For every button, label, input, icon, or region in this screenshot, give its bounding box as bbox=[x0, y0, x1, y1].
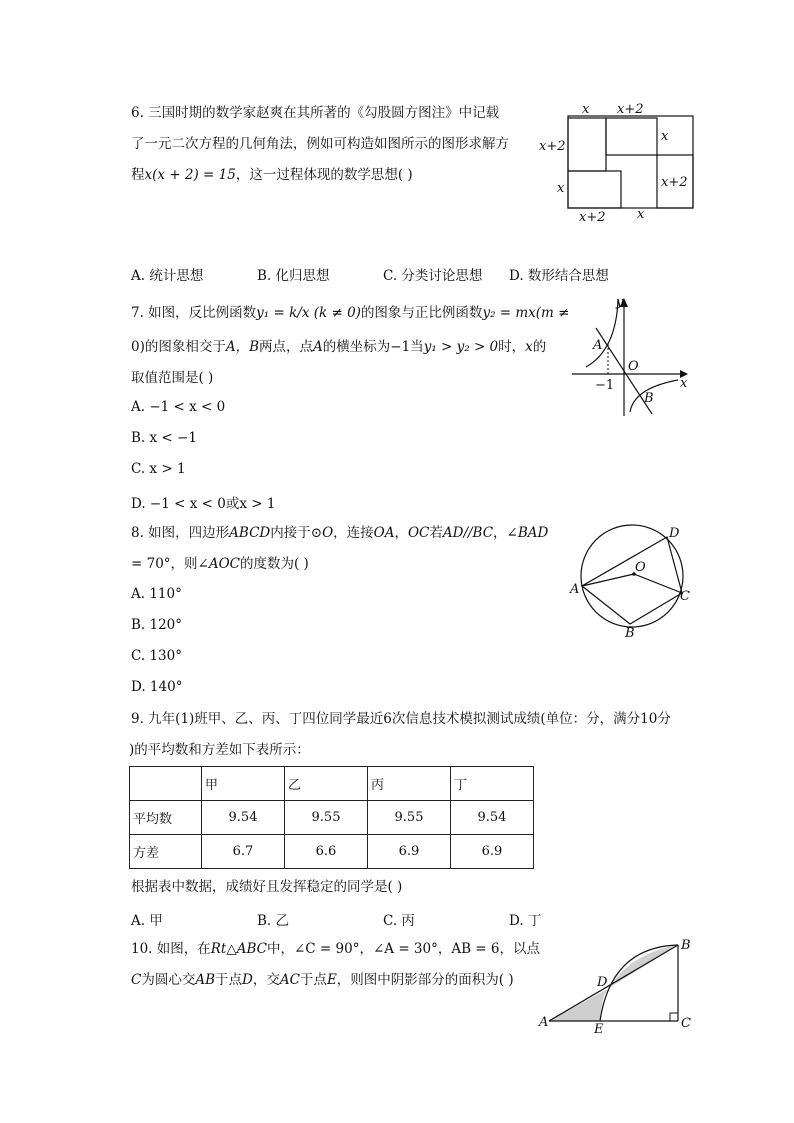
q10-line2-b: 为圆心交 bbox=[141, 972, 196, 988]
table-row bbox=[130, 835, 534, 869]
table-cell: 6.9 bbox=[451, 835, 534, 869]
q10-line2 bbox=[131, 971, 514, 989]
table-header-yi: 乙 bbox=[285, 767, 368, 801]
q6-label-right-x2: x+2 bbox=[661, 175, 688, 190]
table-cell: 9.54 bbox=[451, 801, 534, 835]
q8-option-a: A. 110° bbox=[131, 586, 182, 602]
q10-line2-text-f: ，则图中阴影部分的面积为( ) bbox=[336, 972, 514, 988]
q10-label-a: A bbox=[539, 1015, 549, 1030]
q9-option-b: B. 乙 bbox=[257, 913, 290, 929]
q7-line2-e: 时， bbox=[498, 339, 526, 355]
q7-line2 bbox=[131, 338, 546, 356]
q6-line3-suffix: ，这一过程体现的数学思想( ) bbox=[235, 167, 413, 183]
q8-figure bbox=[568, 520, 698, 644]
q9-line2: )的平均数和方差如下表所示： bbox=[129, 742, 310, 758]
table-row bbox=[130, 801, 534, 835]
q9-option-a: A. 甲 bbox=[131, 913, 163, 929]
q6-option-a: A. 统计思想 bbox=[131, 268, 204, 284]
q8-oc: OC bbox=[407, 525, 430, 541]
q6-option-d: D. 数形结合思想 bbox=[509, 268, 609, 284]
q7-label-x: x bbox=[680, 376, 688, 391]
q8-label-d: D bbox=[669, 526, 680, 541]
q7-line1-a: 7. 如图，反比例函数 bbox=[131, 305, 257, 321]
q8-label-a: A bbox=[570, 582, 580, 597]
q6-label-top-x2: x+2 bbox=[617, 102, 644, 117]
q8-abcd: ABCD bbox=[229, 525, 271, 541]
q7-label-y: y bbox=[616, 295, 624, 310]
q7-line2-c: 两点，点 bbox=[259, 339, 314, 355]
q8-label-c: C bbox=[680, 589, 690, 604]
q7-line2-x: x bbox=[525, 339, 533, 355]
q10-label-e: E bbox=[594, 1022, 604, 1035]
q7-line3: 取值范围是( ) bbox=[131, 370, 214, 386]
q7-line2-inequality: y₁ > y₂ > 0 bbox=[423, 339, 499, 355]
table-cell: 6.6 bbox=[285, 835, 368, 869]
q6-line2: 了一元二次方程的几何角法，例如可构造如图所示的图形求解方 bbox=[131, 136, 509, 152]
q9-line3: 根据表中数据，成绩好且发挥稳定的同学是( ) bbox=[131, 879, 403, 895]
q7-figure bbox=[568, 292, 698, 420]
q8-option-d: D. 140° bbox=[131, 679, 183, 695]
q8-oa: OA bbox=[373, 525, 395, 541]
q10-line2-text-e: 于点 bbox=[299, 972, 327, 988]
q10-line2-ac: AC bbox=[279, 972, 300, 988]
q10-line1-b: 中，∠C = 90°，∠A = 30°，AB = 6，以点 bbox=[267, 941, 540, 957]
table-header-bing: 丙 bbox=[368, 767, 451, 801]
q10-label-c: C bbox=[681, 1016, 691, 1031]
table-cell: 9.55 bbox=[285, 801, 368, 835]
q7-line1 bbox=[131, 304, 569, 322]
q7-option-d: D. −1 < x < 0或x > 1 bbox=[131, 496, 276, 512]
q9-table bbox=[129, 766, 534, 869]
q6-line3 bbox=[131, 166, 413, 184]
q8-line2-b: 的度数为( ) bbox=[240, 556, 309, 572]
q9-option-d: D. 丁 bbox=[509, 913, 542, 929]
q10-line2-text-c: 于点 bbox=[215, 972, 243, 988]
q10-line1 bbox=[131, 940, 540, 958]
q7-option-c: C. x > 1 bbox=[131, 461, 186, 477]
table-header-ding: 丁 bbox=[451, 767, 534, 801]
q10-line2-text-d: ，交 bbox=[252, 972, 280, 988]
q10-line2-c: C bbox=[131, 972, 142, 988]
q8-line1-e: 若 bbox=[429, 525, 443, 541]
q7-y2-formula: y₂ = mx(m ≠ bbox=[482, 305, 570, 321]
q7-line2-point-a: A bbox=[313, 339, 323, 355]
q8-line2 bbox=[131, 555, 309, 573]
q7-label-o: O bbox=[628, 359, 639, 374]
q7-label-a: A bbox=[593, 338, 603, 353]
table-cell: 9.55 bbox=[368, 801, 451, 835]
q6-line3-prefix: 程 bbox=[131, 167, 145, 183]
q8-aoc: AOC bbox=[208, 556, 240, 572]
q6-label-right-x: x bbox=[661, 129, 669, 144]
q6-option-b: B. 化归思想 bbox=[257, 268, 330, 284]
q8-line1-b: 内接于⊙ bbox=[270, 525, 323, 541]
q6-label-bottom-x: x bbox=[637, 207, 645, 222]
q9-option-c: C. 丙 bbox=[383, 913, 415, 929]
q8-option-c: C. 130° bbox=[131, 648, 182, 664]
q8-label-o: O bbox=[635, 560, 646, 575]
q8-bad: BAD bbox=[517, 525, 549, 541]
q7-line2-d: 的横坐标为−1当 bbox=[322, 339, 424, 355]
q6-equation: x(x + 2) = 15 bbox=[144, 167, 236, 183]
q10-triangle: Rt△ABC bbox=[210, 941, 267, 957]
q9-line1: 9. 九年(1)班甲、乙、丙、丁四位同学最近6次信息技术模拟测试成绩(单位：分，满分10分 bbox=[131, 711, 671, 727]
q7-label-b: B bbox=[644, 391, 654, 406]
q10-label-d: D bbox=[597, 975, 608, 990]
q7-line1-b: 的图象与正比例函数 bbox=[360, 305, 483, 321]
table-row bbox=[130, 767, 534, 801]
q7-label-neg1: −1 bbox=[595, 378, 615, 393]
table-cell: 6.7 bbox=[202, 835, 285, 869]
table-row-label: 平均数 bbox=[130, 801, 202, 835]
q10-line2-d: D bbox=[242, 972, 253, 988]
q10-figure bbox=[535, 935, 695, 1035]
q7-line2-a: 0) bbox=[131, 339, 145, 355]
q8-line2-a: = 70°，则∠ bbox=[131, 556, 209, 572]
q8-option-b: B. 120° bbox=[131, 617, 183, 633]
q8-line1-d: ， bbox=[394, 525, 408, 541]
q10-label-b: B bbox=[681, 938, 691, 953]
q8-line1 bbox=[131, 524, 548, 542]
q8-circle-o: O bbox=[322, 525, 334, 541]
q8-line1-c: ，连接 bbox=[333, 525, 374, 541]
table-cell bbox=[130, 767, 202, 801]
table-row-label: 方差 bbox=[130, 835, 202, 869]
q10-line1-a: 10. 如图，在 bbox=[131, 941, 211, 957]
q6-option-c: C. 分类讨论思想 bbox=[383, 268, 483, 284]
table-cell: 9.54 bbox=[202, 801, 285, 835]
table-header-jia: 甲 bbox=[202, 767, 285, 801]
q6-label-bottom-x2: x+2 bbox=[579, 210, 606, 225]
q6-figure bbox=[535, 98, 695, 228]
q7-y1-formula: y₁ = k/x (k ≠ 0) bbox=[256, 305, 361, 321]
q7-option-a: A. −1 < x < 0 bbox=[131, 399, 226, 415]
q8-label-b: B bbox=[625, 626, 635, 641]
table-cell: 6.9 bbox=[368, 835, 451, 869]
q7-option-b: B. x < −1 bbox=[131, 430, 197, 446]
q8-line1-f: ，∠ bbox=[493, 525, 518, 541]
q7-line2-b: 的图象相交于 bbox=[144, 339, 226, 355]
q8-parallel: AD//BC bbox=[442, 525, 494, 541]
q6-label-top-x: x bbox=[582, 102, 590, 117]
q8-line1-a: 8. 如图，四边形 bbox=[131, 525, 230, 541]
q10-line2-ab: AB bbox=[195, 972, 216, 988]
q6-label-left-x2: x+2 bbox=[539, 139, 566, 154]
q10-line2-e: E bbox=[326, 972, 337, 988]
q6-line1: 6. 三国时期的数学家赵爽在其所著的《勾股圆方图注》中记载 bbox=[131, 105, 500, 121]
q7-line2-ab: A，B bbox=[225, 339, 260, 355]
q6-label-left-x: x bbox=[557, 181, 565, 196]
q7-line2-f: 的 bbox=[532, 339, 547, 355]
